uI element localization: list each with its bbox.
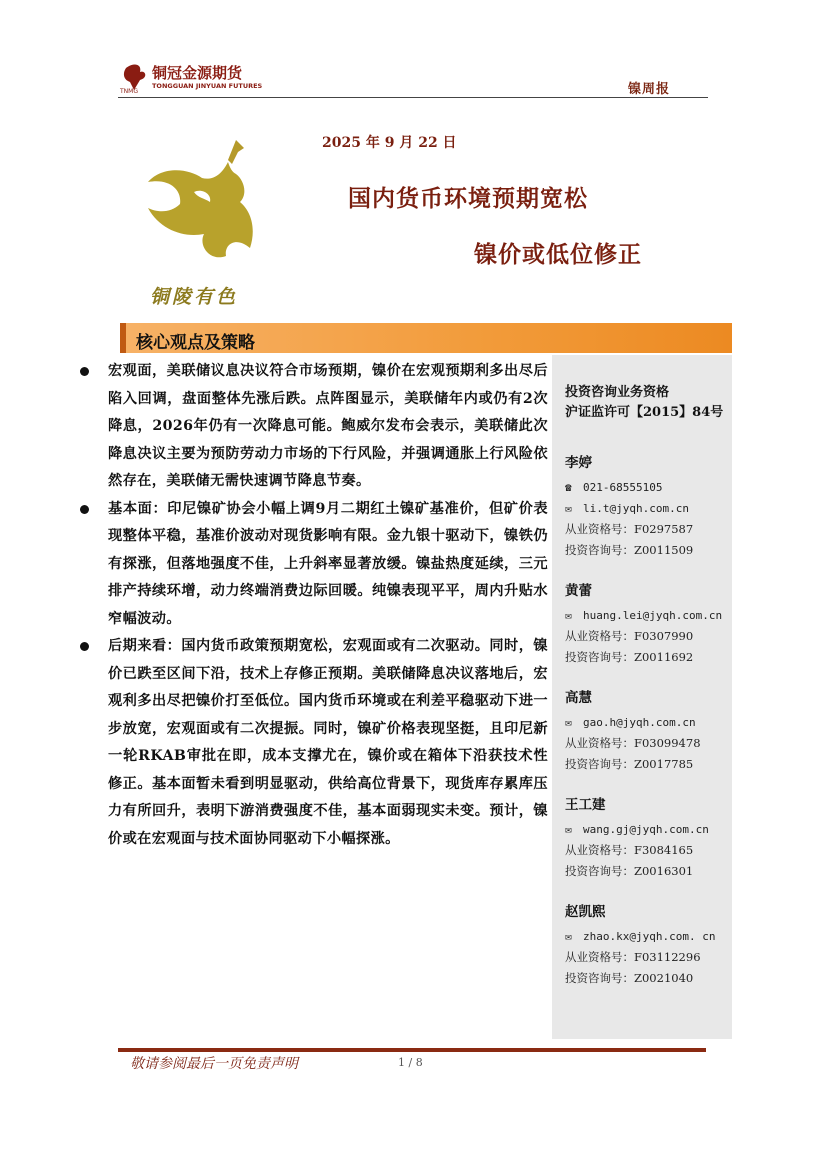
viewpoint-text: 宏观面，美联储议息决议符合市场预期，镍价在宏观预期利多出尽后陷入回调，盘面整体先涨后跌。点阵图显示，美联储年内或仍有2次降息，2026年仍有一次降息可能。鲍威尔发布会表示，美联储此次降息决议主要为预防劳动力市场的下行风险，并强调通胀上行风险依然存在，美联储无需快速调节降息节奏。	[108, 363, 548, 489]
email-line	[565, 712, 732, 733]
phone-line	[565, 477, 732, 498]
analyst-panel	[552, 355, 732, 1039]
analyst-consult-id: 投资咨询号：Z0011509	[565, 543, 694, 557]
license-number: 沪证监许可【2015】84号	[565, 405, 724, 420]
qualification-title: 投资咨询业务资格	[565, 385, 670, 400]
analyst-practice-id: 从业资格号：F3084165	[565, 843, 694, 857]
analyst-email[interactable]: gao.h@jyqh.com.cn	[583, 716, 696, 729]
analyst-practice-id: 从业资格号：F0297587	[565, 522, 694, 536]
viewpoint-outlook	[78, 633, 548, 853]
company-name-cn: 铜冠金源期货	[152, 64, 243, 82]
analyst-email[interactable]: li.t@jyqh.com.cn	[583, 502, 689, 515]
analyst-card	[565, 686, 732, 775]
analyst-practice-id: 从业资格号：F0307990	[565, 629, 694, 643]
emblem-calligraphy: 铜陵有色	[150, 286, 239, 308]
viewpoint-fundamentals	[78, 496, 548, 634]
analyst-name: 黄蕾	[565, 583, 592, 599]
analyst-name: 赵凯熙	[565, 904, 606, 920]
report-title-line2: 镍价或低位修正	[474, 241, 642, 268]
phone-icon: ☎	[565, 481, 572, 494]
report-type: 镍周报	[628, 82, 671, 97]
email-line	[565, 926, 732, 947]
report-date: 2025 年 9 月 22 日	[322, 135, 457, 151]
tongling-emblem	[140, 138, 270, 310]
mail-icon: ✉	[565, 502, 572, 515]
email-line	[565, 498, 732, 519]
email-line	[565, 819, 732, 840]
analyst-card	[565, 451, 732, 561]
mail-icon: ✉	[565, 716, 572, 729]
analyst-consult-id: 投资咨询号：Z0011692	[565, 650, 694, 664]
core-section-accent	[120, 323, 126, 353]
analyst-name: 李婷	[565, 455, 592, 471]
core-viewpoints	[78, 358, 548, 853]
analyst-email[interactable]: zhao.kx@jyqh.com. cn	[583, 930, 716, 943]
footer-divider	[118, 1048, 706, 1052]
analyst-phone: 021-68555105	[583, 481, 663, 494]
analyst-consult-id: 投资咨询号：Z0017785	[565, 757, 694, 771]
report-title-line1: 国内货币环境预期宽松	[348, 185, 588, 212]
analyst-practice-id: 从业资格号：F03099478	[565, 736, 701, 750]
viewpoint-text: 基本面：印尼镍矿协会小幅上调9月二期红土镍矿基准价，但矿价表现整体平稳，基准价波动对现货影响有限。金九银十驱动下，镍铁仍有探涨，但落地强度不佳，上升斜率显著放缓。镍盐热度延续，三元排产持续环增，动力终端消费边际回暖。纯镍表现平平，周内升贴水窄幅波动。	[108, 500, 548, 627]
viewpoint-text: 后期来看：国内货币政策预期宽松，宏观面或有二次驱动。同时，镍价已跌至区间下沿，技术上存修正预期。美联储降息决议落地后，宏观利多出尽把镍价打至低位。国内货币环境或在利差平稳驱动下进一步放宽，宏观面或有二次提振。同时，镍矿价格表现坚挺，且印尼新一轮RKAB审批在即，成本支撑尤在，镍价或在箱体下沿获技术性修正。基本面暂未看到明显驱动，供给高位背景下，现货库存累库压力有所回升，表明下游消费强度不佳，基本面弱现实未变。预计，镍价或在宏观面与技术面协同驱动下小幅探涨。	[108, 638, 548, 847]
bullet-icon	[80, 367, 89, 376]
disclaimer-note: 敬请参阅最后一页免责声明	[130, 1056, 298, 1072]
header-divider	[118, 97, 708, 98]
logo-mark-text: TNMG	[120, 88, 138, 95]
viewpoint-macro	[78, 358, 548, 496]
bullet-icon	[80, 505, 89, 514]
analyst-email[interactable]: wang.gj@jyqh.com.cn	[583, 823, 709, 836]
company-name-en: TONGGUAN JINYUAN FUTURES	[152, 82, 263, 90]
mail-icon: ✉	[565, 823, 572, 836]
bullet-icon	[80, 642, 89, 651]
core-section-title: 核心观点及策略	[136, 333, 255, 353]
company-logo	[120, 60, 263, 100]
analyst-card	[565, 579, 732, 668]
page-number: 1 / 8	[398, 1056, 423, 1069]
mail-icon: ✉	[565, 609, 572, 622]
analyst-name: 王工建	[565, 797, 606, 813]
analyst-consult-id: 投资咨询号：Z0021040	[565, 971, 694, 985]
analyst-card	[565, 793, 732, 882]
analyst-name: 高慧	[565, 690, 592, 706]
mail-icon: ✉	[565, 930, 572, 943]
analyst-email[interactable]: huang.lei@jyqh.com.cn	[583, 609, 723, 622]
email-line	[565, 605, 732, 626]
analyst-card	[565, 900, 732, 989]
analyst-consult-id: 投资咨询号：Z0016301	[565, 864, 694, 878]
analyst-practice-id: 从业资格号：F03112296	[565, 950, 701, 964]
